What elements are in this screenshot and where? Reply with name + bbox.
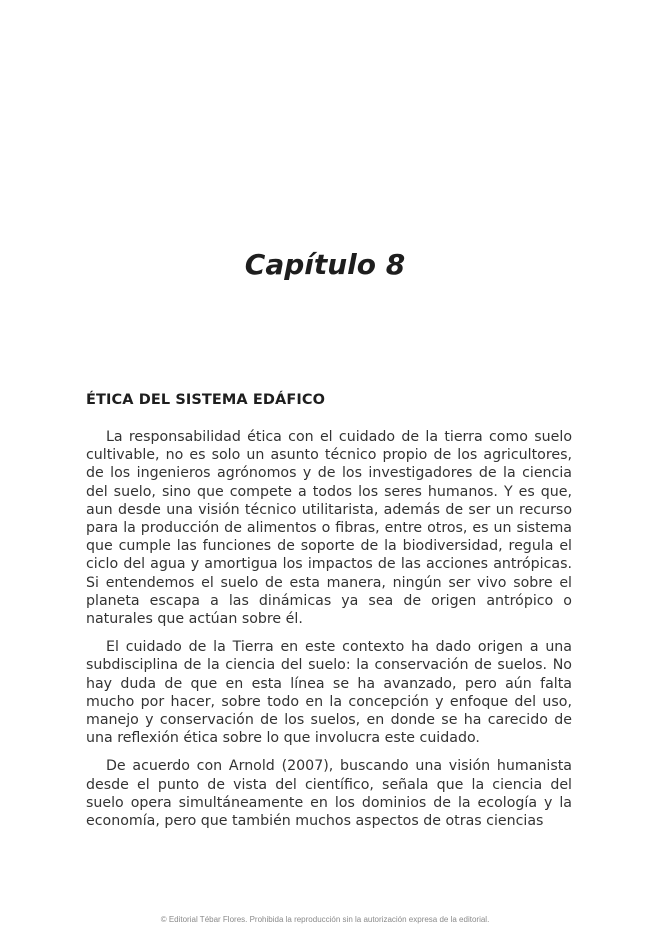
paragraph-1: La responsabilidad ética con el cuidado de la tierra como suelo cultivable, no es solo un asunto técnico propio de los agricultores, de los ingenieros agrónomos y de los investigadores de la ciencia del suelo, sino que compete a todos los seres humanos. Y es que, aun desde una visión técnico utilitarista, además de ser un recurso para la producción de alimentos o fibras, entre otros, es un sistema que cumple las funciones de soporte de la biodiversidad, regula el ciclo del agua y amortigua los impactos de las acciones antrópicas. Si entendemos el suelo de esta manera, ningún ser vivo sobre el planeta escapa a las dinámicas ya sea de origen antrópico o naturales que actúan sobre él. <box>86 429 572 628</box>
paragraph-3: De acuerdo con Arnold (2007), buscando una visión humanista desde el punto de vista del científico, señala que la ciencia del suelo opera simultáneamente en los dominios de la ecología y la economía, pero que también muchos aspectos de otras ciencias <box>86 758 572 830</box>
chapter-title: Capítulo 8 <box>244 248 406 281</box>
paragraph-2: El cuidado de la Tierra en este contexto ha dado origen a una subdisciplina de la ciencia del suelo: la conservación de suelos. No hay duda de que en esta línea se ha avanzado, pero aún falta mucho por hacer, sobre todo en la concepción y enfoque del uso, manejo y conservación de los suelos, en donde se ha carecido de una reflexión ética sobre lo que involucra este cuidado. <box>86 639 572 747</box>
section-heading: ÉTICA DEL SISTEMA EDÁFICO <box>86 392 326 408</box>
body-text <box>86 428 572 840</box>
copyright-footer: © Editorial Tébar Flores. Prohibida la reproducción sin la autorización expresa de la editorial. <box>160 915 490 924</box>
